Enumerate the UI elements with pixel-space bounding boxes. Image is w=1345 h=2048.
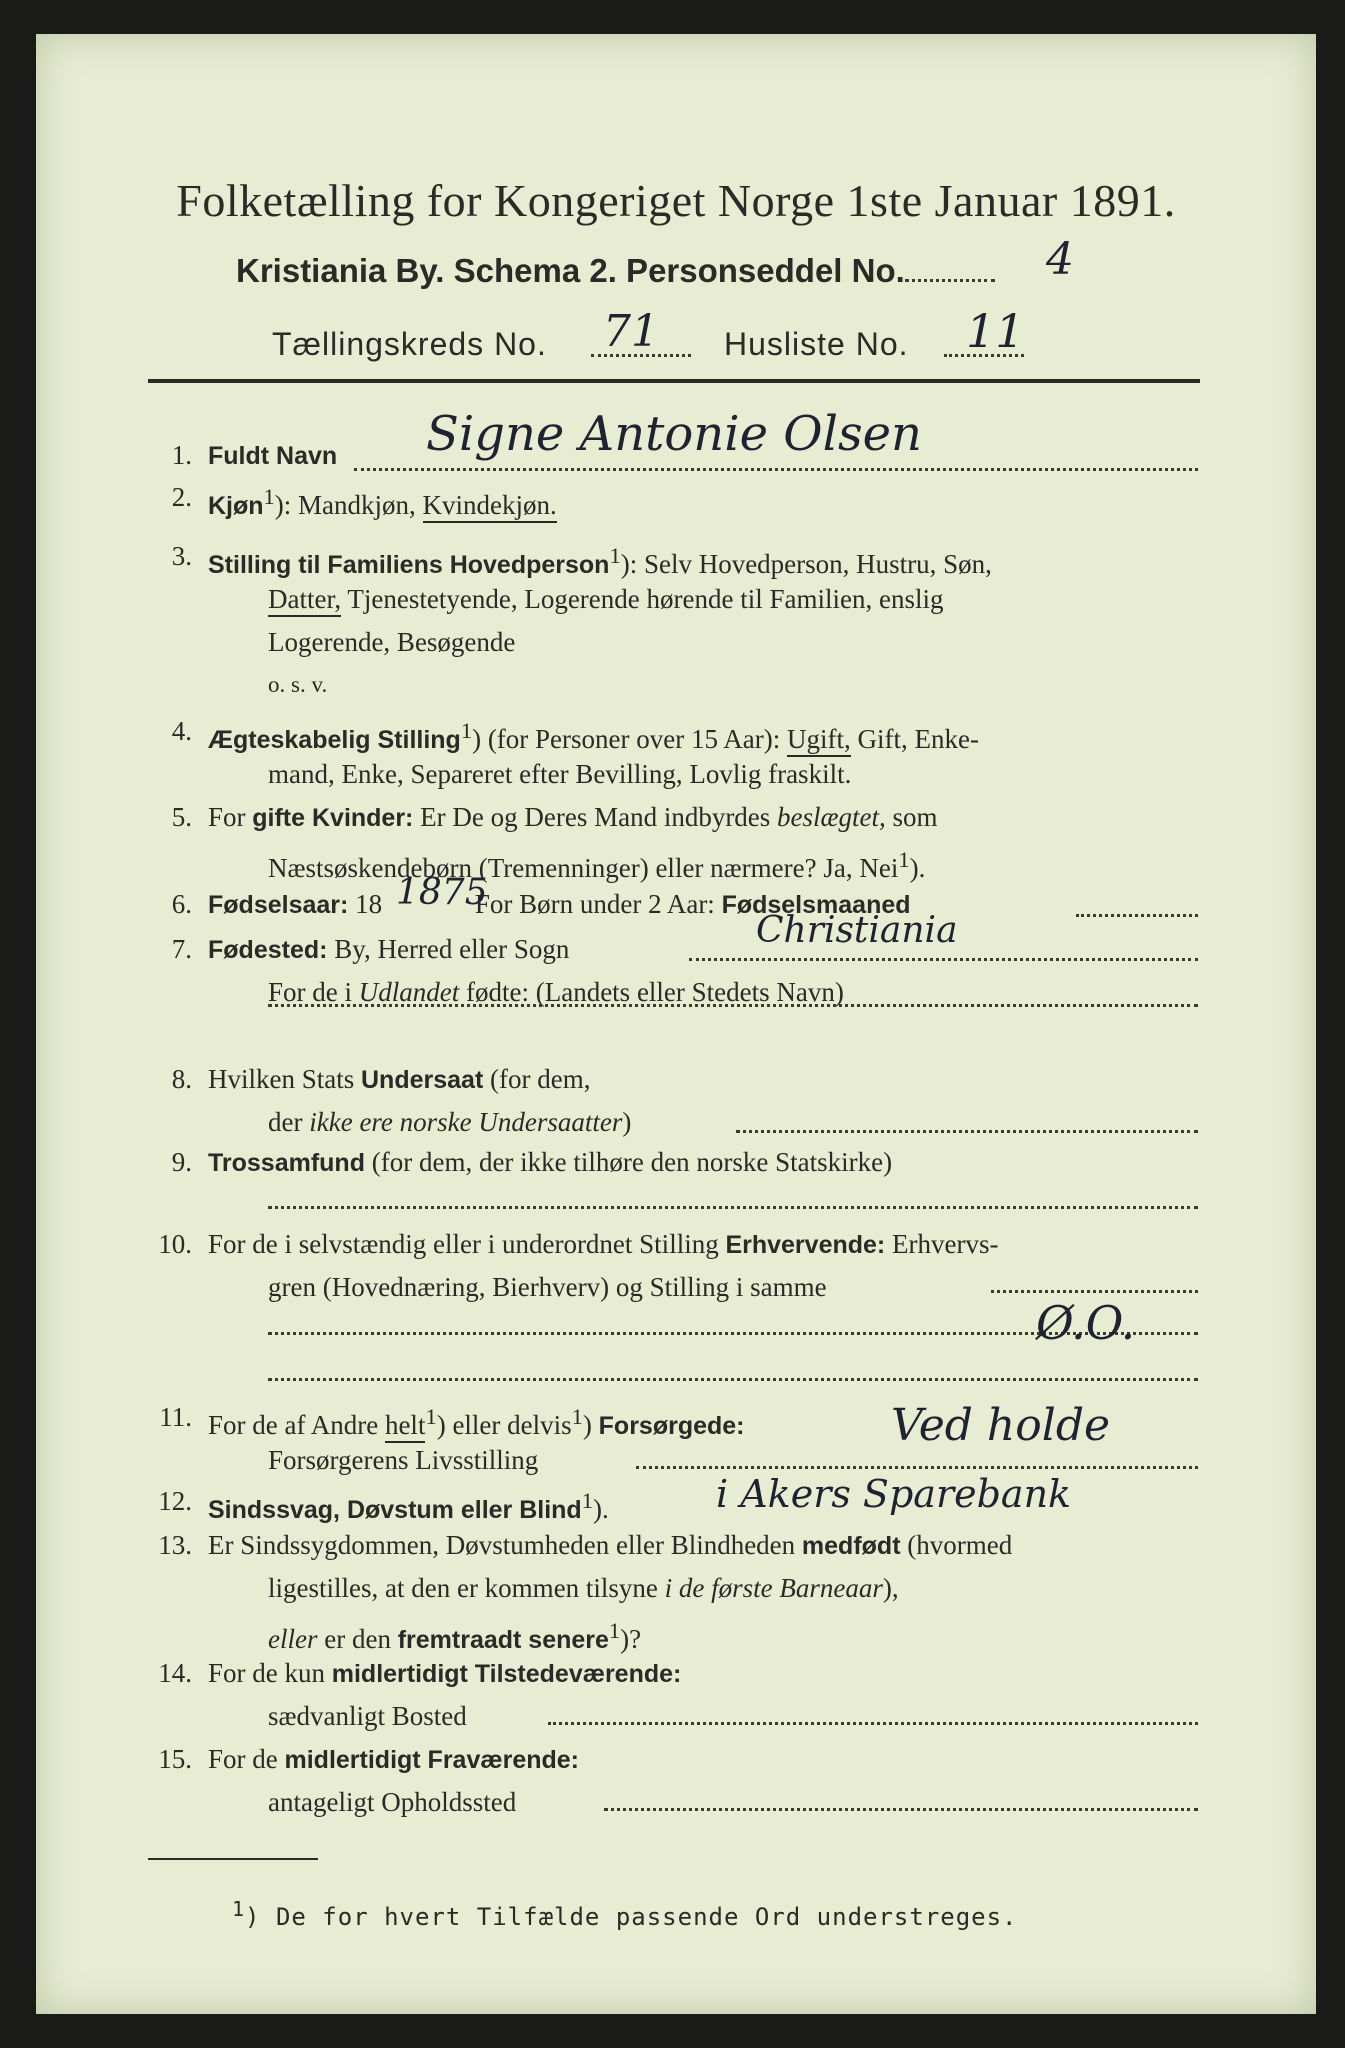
marital-options-1: Gift, Enke- bbox=[850, 724, 979, 754]
label-undersaat: Undersaat bbox=[361, 1066, 484, 1094]
q11-delvis: ) eller delvis bbox=[436, 1410, 572, 1440]
label-medfodt: medfødt bbox=[801, 1532, 901, 1560]
marital-ugift-underlined: Ugift, bbox=[787, 724, 851, 757]
marital-intro: ) (for Personer over 15 Aar): bbox=[472, 724, 787, 754]
personseddel-dots bbox=[905, 271, 995, 282]
birthplace-line bbox=[689, 956, 1198, 961]
q11-text: For de af Andre bbox=[208, 1410, 385, 1440]
schema-line: Kristiania By. Schema 2. Personseddel No. bbox=[236, 252, 905, 289]
q7-line2c: fødte: (Landets eller Stedets Navn) bbox=[459, 977, 844, 1007]
item-13 bbox=[148, 1530, 1198, 1654]
name-value: Signe Antonie Olsen bbox=[426, 406, 922, 462]
opholdssted-line bbox=[604, 1806, 1198, 1811]
footnote-mark: 1 bbox=[609, 543, 621, 568]
year-prefix: 18 bbox=[348, 889, 383, 919]
label-fodselsmaaned: Fødselsmaaned bbox=[721, 891, 911, 919]
census-form-sheet bbox=[36, 34, 1316, 2014]
footnote-rule bbox=[148, 1858, 318, 1860]
item-3 bbox=[148, 541, 1198, 697]
label-fodested: Fødested: bbox=[208, 936, 328, 964]
q13-er-den: er den bbox=[317, 1624, 398, 1654]
stilling-osv: o. s. v. bbox=[268, 672, 328, 697]
item-number: 7. bbox=[171, 934, 192, 964]
bosted-line bbox=[548, 1720, 1198, 1725]
footnote-text: ) De for hvert Tilfælde passende Ord understreges. bbox=[245, 1903, 1018, 1931]
footnote-mark: 1 bbox=[460, 718, 473, 743]
footnote-mark: 1 bbox=[263, 484, 275, 509]
footnote bbox=[232, 1897, 1018, 1931]
q13-end: )? bbox=[620, 1624, 642, 1654]
birth-year-value: 1875 bbox=[396, 872, 488, 913]
footnote-mark: 1 bbox=[608, 1618, 621, 1643]
q13-forste-barneaar: i de første Barneaar bbox=[664, 1573, 883, 1603]
q13-hvormed: (hvormed bbox=[900, 1530, 1013, 1560]
item-number: 2. bbox=[171, 482, 192, 512]
item-number: 13. bbox=[158, 1530, 192, 1560]
q8-text: Hvilken Stats bbox=[208, 1064, 361, 1094]
forsorger-value: Ved holde bbox=[891, 1400, 1111, 1451]
q5-end: ). bbox=[909, 853, 926, 883]
item-number: 5. bbox=[171, 802, 192, 832]
occupation-line-1 bbox=[991, 1288, 1198, 1293]
q5-text: Er De og Deres Mand indbyrdes bbox=[413, 802, 778, 832]
q11-space: ) bbox=[582, 1410, 599, 1440]
item-number: 12. bbox=[158, 1486, 192, 1516]
q7-line2a: For de i bbox=[268, 977, 359, 1007]
stilling-options-1: ): Selv Hovedperson, Hustru, Søn, bbox=[620, 549, 992, 579]
q11-line2: Forsørgerens Livsstilling bbox=[268, 1445, 539, 1475]
tk-number: 71 bbox=[603, 306, 659, 357]
occupation-value: Ø.O. bbox=[1036, 1296, 1136, 1350]
label-stilling: Stilling til Familiens Hovedperson bbox=[208, 551, 610, 579]
item-number: 15. bbox=[158, 1744, 192, 1774]
q7-udlandet: Udlandet bbox=[358, 977, 460, 1007]
personseddel-number: 4 bbox=[1046, 234, 1074, 285]
q13-line2a: ligestilles, at den er kommen tilsyne bbox=[268, 1573, 665, 1603]
q12-end: ). bbox=[592, 1494, 609, 1524]
item-number: 14. bbox=[158, 1658, 192, 1688]
q8-close: ) bbox=[622, 1107, 632, 1137]
label-aegteskabelig: Ægteskabelig Stilling bbox=[208, 726, 461, 754]
q14-line2: sædvanligt Bosted bbox=[268, 1701, 467, 1731]
footnote-mark: 1 bbox=[232, 1897, 246, 1921]
foreign-birthplace-line bbox=[268, 1002, 1198, 1007]
q15-line2: antageligt Opholdssted bbox=[268, 1787, 517, 1817]
stilling-options-3: Logerende, Besøgende bbox=[268, 627, 516, 657]
birthplace-value: Christiania bbox=[756, 910, 958, 951]
q8-der: der bbox=[268, 1107, 310, 1137]
item-number: 9. bbox=[171, 1147, 192, 1177]
q10-line2: gren (Hovednæring, Bierhverv) og Stilling i samme bbox=[268, 1272, 827, 1302]
sex-male-option: ): Mandkjøn, bbox=[274, 490, 423, 520]
footnote-mark: 1 bbox=[425, 1404, 437, 1429]
form-subtitle bbox=[236, 252, 995, 290]
sparebank-note: i Akers Sparebank bbox=[716, 1472, 1072, 1516]
label-fravaerende: midlertidigt Fraværende: bbox=[284, 1746, 579, 1774]
q14-text: For de kun bbox=[208, 1658, 332, 1688]
label-fodselsaar: Fødselsaar: bbox=[208, 891, 349, 919]
item-6 bbox=[148, 889, 1198, 921]
item-7 bbox=[148, 934, 1198, 1009]
stilling-datter-underlined: Datter, bbox=[268, 584, 341, 617]
label-fremtraadt-senere: fremtraadt senere bbox=[397, 1626, 609, 1654]
q11-helt-underlined: helt bbox=[385, 1410, 426, 1443]
undersaat-line bbox=[736, 1128, 1198, 1133]
item-2 bbox=[148, 482, 1198, 520]
item-number: 3. bbox=[171, 541, 192, 571]
hl-number: 11 bbox=[966, 304, 1025, 358]
q5-som: som bbox=[885, 802, 938, 832]
q13-eller: eller bbox=[268, 1624, 318, 1654]
q8-ikke-norske: ikke ere norske Undersaatter bbox=[309, 1107, 623, 1137]
item-5 bbox=[148, 802, 1198, 883]
q5-line2: Næstsøskendebørn (Tremenninger) eller nærmere? Ja, Nei bbox=[268, 853, 899, 883]
q10-erhvervs: Erhvervs- bbox=[885, 1229, 999, 1259]
form-title: Folketælling for Kongeriget Norge 1ste Januar 1891. bbox=[176, 175, 1176, 226]
q6-born-under-2: For Børn under 2 Aar: bbox=[468, 889, 722, 919]
item-number: 1. bbox=[171, 440, 192, 470]
trossamfund-line bbox=[268, 1204, 1198, 1209]
item-number: 8. bbox=[171, 1064, 192, 1094]
label-trossamfund: Trossamfund bbox=[208, 1149, 365, 1177]
q13-line2c: ), bbox=[882, 1573, 899, 1603]
forsorger-line bbox=[636, 1464, 1198, 1469]
marital-options-2: mand, Enke, Separeret efter Bevilling, Lovlig fraskilt. bbox=[268, 759, 852, 789]
q8-for-dem: (for dem, bbox=[483, 1064, 591, 1094]
label-tilstedevaerende: midlertidigt Tilstedeværende: bbox=[331, 1660, 682, 1688]
label-gifte-kvinder: gifte Kvinder: bbox=[252, 804, 414, 832]
month-line bbox=[1076, 912, 1198, 917]
stilling-options-2: Tjenestetyende, Logerende hørende til Familien, enslig bbox=[341, 584, 944, 614]
label-kjon: Kjøn bbox=[208, 492, 264, 520]
footnote-mark: 1 bbox=[898, 847, 910, 872]
item-4 bbox=[148, 716, 1198, 789]
header-rule bbox=[148, 379, 1200, 383]
q15-text: For de bbox=[208, 1744, 285, 1774]
q5-beslaegtet: beslægtet, bbox=[777, 802, 886, 832]
q9-text: (for dem, der ikke tilhøre den norske Statskirke) bbox=[364, 1147, 893, 1177]
footnote-mark: 1 bbox=[581, 1488, 593, 1513]
q13-text: Er Sindssygdommen, Døvstumheden eller Blindheden bbox=[208, 1530, 802, 1560]
label-fuldt-navn: Fuldt Navn bbox=[208, 442, 338, 470]
q10-text: For de i selvstændig eller i underordnet Stilling bbox=[208, 1229, 726, 1259]
q5-for: For bbox=[208, 802, 253, 832]
tk-label: Tællingskreds No. bbox=[272, 326, 547, 362]
item-number: 11. bbox=[159, 1402, 192, 1432]
hl-label: Husliste No. bbox=[724, 326, 909, 362]
occupation-line-3 bbox=[268, 1376, 1198, 1381]
item-9 bbox=[148, 1147, 1198, 1179]
q7-text: By, Herred eller Sogn bbox=[327, 934, 570, 964]
name-line bbox=[354, 466, 1198, 471]
item-number: 4. bbox=[171, 716, 192, 746]
item-number: 6. bbox=[171, 889, 192, 919]
sex-female-option-underlined: Kvindekjøn. bbox=[423, 490, 557, 523]
item-number: 10. bbox=[158, 1229, 192, 1259]
label-sindssvag: Sindssvag, Døvstum eller Blind bbox=[208, 1496, 582, 1524]
label-forsorgede: Forsørgede: bbox=[598, 1412, 745, 1440]
label-erhvervende: Erhvervende: bbox=[725, 1231, 886, 1259]
footnote-mark: 1 bbox=[571, 1404, 583, 1429]
